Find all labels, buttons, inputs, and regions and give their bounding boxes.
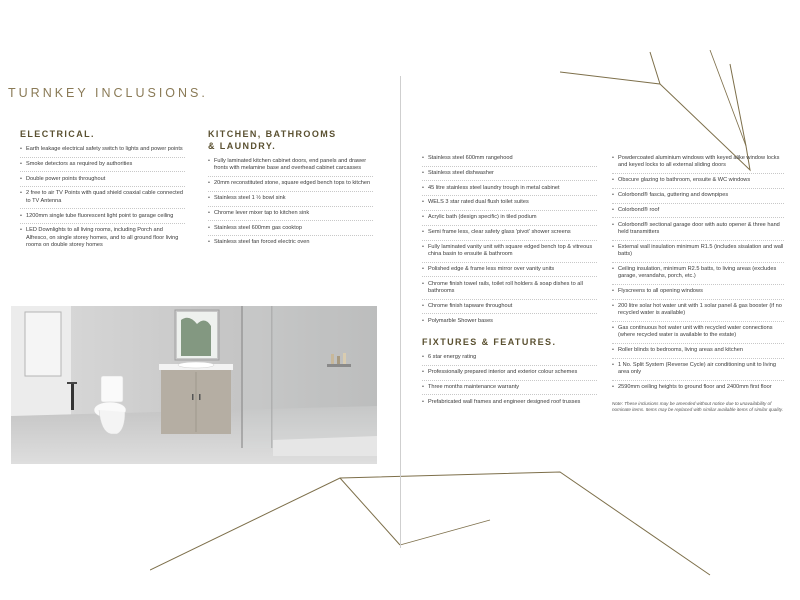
fixtures-heading: FIXTURES & FEATURES. xyxy=(422,337,557,348)
electrical-heading: ELECTRICAL. xyxy=(20,129,95,139)
kitchen-list xyxy=(208,158,373,250)
fixtures-continued-section xyxy=(612,155,784,413)
list-item: • Colorbond® sectional garage door with auto opener & three hand held transmitters xyxy=(612,222,784,241)
kitchen-section xyxy=(208,128,373,253)
fixtures-list xyxy=(422,354,597,409)
list-item: • Obscure glazing to bathroom, ensuite & WC windows xyxy=(612,177,784,189)
list-item: • 1 No. Split System (Reverse Cycle) air conditioning unit to living area only xyxy=(612,362,784,381)
list-item: • Three months maintenance warranty xyxy=(422,384,597,396)
list-item: • Fully laminated kitchen cabinet doors, end panels and drawer fronts with melamine base and overhead cabinet carcasses xyxy=(208,158,373,177)
list-item: • Roller blinds to bedrooms, living areas and kitchen xyxy=(612,347,784,359)
list-item: • Colorbond® roof xyxy=(612,207,784,219)
kitchen-continued-list xyxy=(422,155,597,328)
disclaimer-note: Note: These inclusions may be amended without notice due to unavailability of nominate items. Items may be replaced with similar available items of similar quality. xyxy=(612,400,783,412)
fixtures-continued-list xyxy=(612,155,784,395)
list-item: • Stainless steel fan forced electric oven xyxy=(208,239,373,250)
page-title: TURNKEY INCLUSIONS. xyxy=(8,86,208,100)
list-item: • Colorbond® fascia, guttering and downpipes xyxy=(612,192,784,204)
list-item: • LED Downlights to all living rooms, including Porch and Alfresco, on single storey homes, and to all ground floor living rooms on double storey homes xyxy=(20,227,185,252)
list-item: • Smoke detectors as required by authorities xyxy=(20,161,185,173)
kitchen-heading-line1: KITCHEN, BATHROOMS xyxy=(208,129,337,139)
list-item: • 6 star energy rating xyxy=(422,354,597,366)
list-item: • 200 litre solar hot water unit with 1 solar panel & gas booster (if no recycled water is available) xyxy=(612,303,784,322)
list-item: • Fully laminated vanity unit with square edged bench top & vitreous china basin to ensuite & bathroom xyxy=(422,244,597,263)
list-item: • WELS 3 star rated dual flush toilet suites xyxy=(422,199,597,211)
list-item: • 2 free to air TV Points with quad shield coaxial cable connected to TV Antenna xyxy=(20,190,185,209)
list-item: • Chrome lever mixer tap to kitchen sink xyxy=(208,210,373,222)
list-item: • Earth leakage electrical safety switch to lights and power points xyxy=(20,146,185,158)
list-item: • Professionally prepared interior and exterior colour schemes xyxy=(422,369,597,381)
list-item: • Polished edge & frame less mirror over vanity units xyxy=(422,266,597,278)
list-item: • Flyscreens to all opening windows xyxy=(612,288,784,300)
list-item: • Acrylic bath (design specific) in tiled podium xyxy=(422,214,597,226)
kitchen-continued-section xyxy=(422,155,597,412)
list-item: • Stainless steel 600mm gas cooktop xyxy=(208,225,373,237)
list-item: • Prefabricated wall frames and engineer designed roof trusses xyxy=(422,399,597,410)
list-item: • Stainless steel dishwasher xyxy=(422,170,597,182)
kitchen-heading-line2: & LAUNDRY. xyxy=(208,141,277,151)
list-item: • Semi frame less, clear safety glass 'pivot' shower screens xyxy=(422,229,597,241)
decorative-line-art-bottom xyxy=(150,450,750,580)
list-item: • 1200mm single tube fluorescent light point to garage ceiling xyxy=(20,213,185,225)
electrical-list xyxy=(20,146,185,253)
list-item: • Polymarble Shower bases xyxy=(422,318,597,329)
list-item: • Powdercoated aluminium windows with keyed alike window locks and keyed locks to all external sliding doors xyxy=(612,155,784,174)
list-item: • 20mm reconstituted stone, square edged bench tops to kitchen xyxy=(208,180,373,192)
list-item: • Chrome finish towel rails, toilet roll holders & soap dishes to all bathrooms xyxy=(422,281,597,300)
list-item: • External wall insulation minimum R1.5 (includes sisalation and wall batts) xyxy=(612,244,784,263)
list-item: • Stainless steel 600mm rangehood xyxy=(422,155,597,167)
list-item: • Double power points throughout xyxy=(20,176,185,188)
electrical-section xyxy=(20,128,185,256)
list-item: • 45 litre stainless steel laundry trough in metal cabinet xyxy=(422,185,597,197)
page-fold-divider xyxy=(400,76,401,548)
list-item: • Chrome finish tapware throughout xyxy=(422,303,597,315)
list-item: • 2590mm ceiling heights to ground floor and 2400mm first floor xyxy=(612,384,784,395)
list-item: • Gas continuous hot water unit with recycled water connections (where recycled water is available to the estate) xyxy=(612,325,784,344)
list-item: • Stainless steel 1 ½ bowl sink xyxy=(208,195,373,207)
list-item: • Ceiling insulation, minimum R2.5 batts, to living areas (excludes garage, verandahs, porch, etc.) xyxy=(612,266,784,285)
bathroom-photo xyxy=(11,306,377,464)
